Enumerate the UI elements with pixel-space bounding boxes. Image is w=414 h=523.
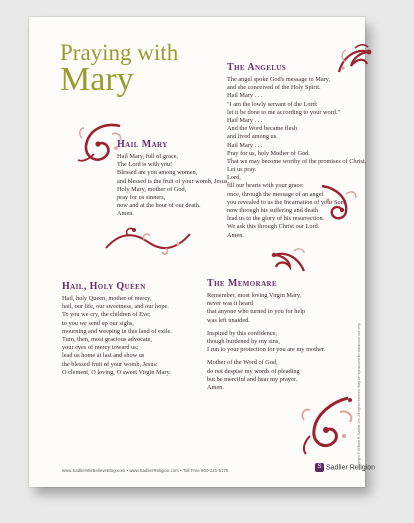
angelus-line: let it be done to me according to your word." [227, 108, 341, 116]
holy-queen-heading: Hail, Holy Queen [62, 281, 146, 292]
angelus-text [227, 76, 366, 240]
holy-queen-line: O clement, O loving, O sweet Virgin Mary. [62, 368, 171, 376]
hail-mary-line: Blessed are you among women, [117, 169, 198, 177]
title-line-2: Mary [60, 61, 134, 98]
hail-mary-line: now and at the hour of our death. [117, 202, 201, 210]
angelus-line: And the Word became flesh [227, 125, 298, 133]
sadlier-logo-icon: S [315, 463, 324, 472]
hail-mary-text [117, 153, 229, 219]
holy-queen-line: your eyes of mercy toward us; [62, 344, 139, 352]
angelus-line: Let us pray. [227, 166, 257, 174]
angelus-line: lead us to the glory of his resurrection. [227, 215, 325, 223]
memorare-heading: The Memorare [207, 278, 278, 289]
angelus-line: Pray for us, holy Mother of God. [227, 149, 310, 157]
memorare-line: that anyone who turned to you for help [207, 308, 306, 316]
angelus-line: once, through the message of an angel [227, 190, 324, 198]
memorare-line: Mother of the Word of God, [207, 359, 278, 367]
memorare-line: was left unaided. [207, 316, 250, 324]
angelus-line: now through his suffering and death [227, 207, 318, 214]
angelus-line: "I am the lowly servant of the Lord: [227, 100, 318, 108]
memorare-line: but be merciful and hear my prayer. [207, 375, 298, 383]
holy-queen-line: Hail, holy Queen, mother of mercy, [62, 295, 152, 302]
angelus-line: fill our hearts with your grace: [227, 182, 304, 190]
angelus-line: Lord, [227, 174, 241, 182]
angelus-heading: The Angelus [227, 62, 287, 73]
hail-mary-line: The Lord is with you! [117, 161, 173, 169]
hail-mary-heading: Hail Mary [117, 139, 168, 150]
copyright-side-note: Copyright © William H. Sadlier, Inc. All rights reserved. May be reproduced for classroom use only. [357, 322, 361, 470]
holy-queen-text [62, 295, 172, 377]
angelus-line: We ask this through Christ our Lord. [227, 223, 320, 231]
memorare-line: Inspired by this confidence, [207, 329, 277, 337]
angelus-line: you revealed to us the Incarnation of your Son; [227, 198, 346, 206]
holy-queen-line: mourning and weeping in this land of exile. [62, 327, 172, 335]
memorare-line: I run to your protection for you are my mother. [207, 346, 326, 354]
holy-queen-line: Turn, then, most gracious advocate, [62, 335, 152, 343]
hail-mary-line: pray for us sinners, [117, 193, 166, 201]
angelus-line: Hail Mary . . . [227, 92, 263, 100]
holy-queen-line: lead us home at last and show us [62, 352, 145, 360]
swirl-ornament-center [104, 226, 192, 256]
holy-queen-line: hail, our life, our sweetness, and our hope. [62, 303, 169, 311]
angelus-line: Hail Mary . . . [227, 141, 263, 149]
hail-mary-line: and blessed is the fruit of your womb, Jesus. [117, 177, 229, 185]
memorare-line: though burdened by my sins, [207, 337, 280, 345]
sadlier-logo [315, 463, 375, 472]
sadlier-logo-text: Sadlier Religion [326, 464, 376, 472]
holy-queen-line: to you we send up our sighs, [62, 319, 134, 327]
angelus-line: and lived among us. [227, 133, 278, 141]
swirl-ornament-top-right [335, 42, 375, 76]
memorare-text [207, 292, 325, 392]
footer-contact: www.SadlierWeBelieveBlog.com • www.SadlierReligion.com • Toll Free 800-221-5175 [62, 468, 229, 473]
angelus-line: The angel spoke God's message to Mary, [227, 76, 331, 83]
holy-queen-line: To you we cry, the children of Eve; [62, 311, 151, 319]
angelus-line: That we may become worthy of the promises of Christ. [227, 157, 367, 165]
swirl-ornament-memorare [268, 245, 308, 275]
angelus-line: Amen. [227, 231, 244, 239]
hail-mary-line: Amen. [117, 210, 134, 218]
angelus-line: and she conceived of the Holy Spirit. [227, 84, 321, 92]
title-line-1: Praying with [60, 40, 179, 65]
holy-queen-line: the blessed fruit of your womb, Jesus: [62, 360, 158, 368]
hail-mary-line: Hail Mary, full of grace, [117, 153, 179, 160]
swirl-ornament-bottom-right [296, 392, 358, 456]
angelus-line: Hail Mary . . . [227, 116, 263, 124]
memorare-line: never was it heard [207, 300, 253, 308]
hail-mary-line: Holy Mary, mother of God, [117, 185, 187, 193]
memorare-line: Remember, most loving Virgin Mary, [207, 292, 302, 299]
memorare-line: Amen. [207, 383, 224, 391]
memorare-line: do not despise my words of pleading [207, 367, 300, 375]
